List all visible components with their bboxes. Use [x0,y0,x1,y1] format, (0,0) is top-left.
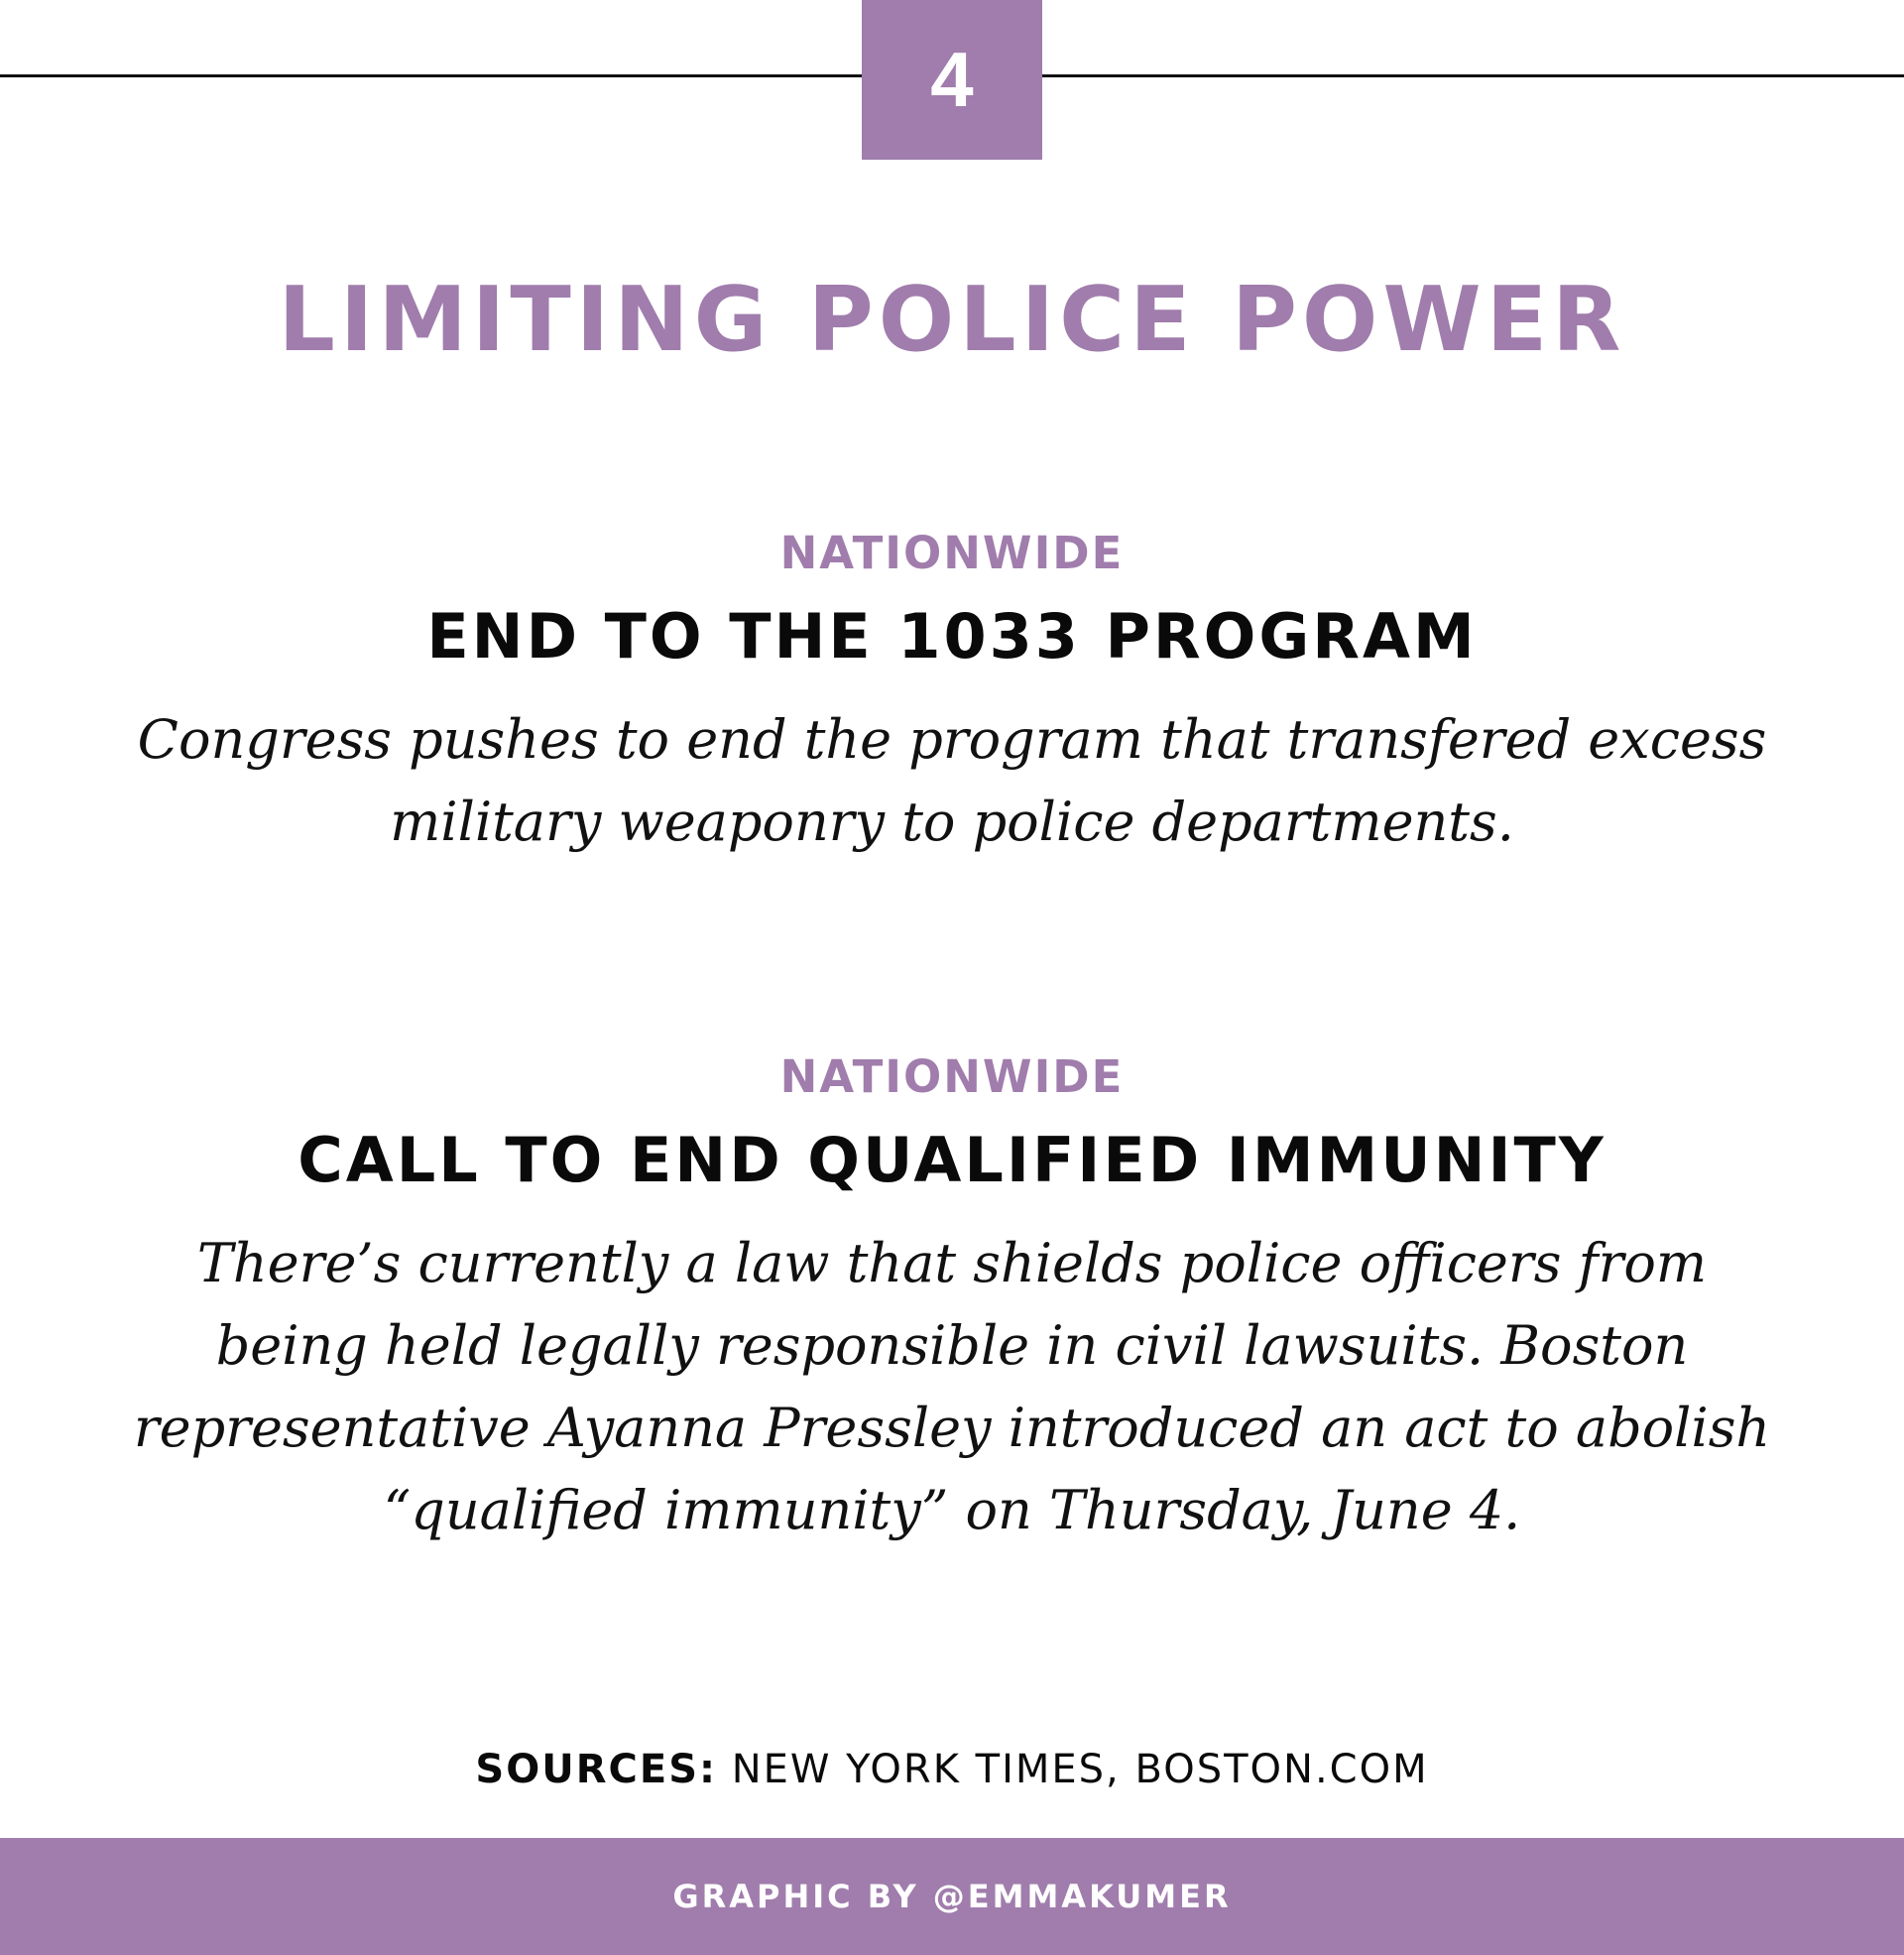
slide-number: 4 [930,36,974,123]
page-title: LIMITING POLICE POWER [278,268,1626,372]
item-headline: CALL TO END QUALIFIED IMMUNITY [298,1124,1606,1196]
body-line: military weaponry to police departments. [390,791,1514,853]
item-headline: END TO THE 1033 PROGRAM [426,600,1478,672]
body-line: There’s currently a law that shields police officers from [196,1232,1708,1294]
item-section-1033 [0,524,1904,863]
body-line: “qualified immunity” on Thursday, June 4. [383,1479,1521,1541]
slide-number-badge [862,0,1042,160]
body-line: Congress pushes to end the program that transfered excess [137,708,1767,771]
sources-text: NEW YORK TIMES, BOSTON.COM [731,1747,1429,1792]
body-line: being held legally responsible in civil lawsuits. Boston [215,1314,1689,1377]
sources-label: SOURCES: [475,1747,717,1792]
item-body [0,1222,1904,1551]
item-body [0,698,1904,863]
sources-line [0,1742,1904,1797]
footer-credit: GRAPHIC BY @EMMAKUMER [672,1878,1232,1915]
item-scope: NATIONWIDE [779,527,1125,579]
body-line: representative Ayanna Pressley introduced an act to abolish [133,1397,1771,1459]
item-scope: NATIONWIDE [779,1050,1125,1103]
footer-bar [0,1838,1904,1955]
item-section-qualified-immunity [0,1047,1904,1551]
